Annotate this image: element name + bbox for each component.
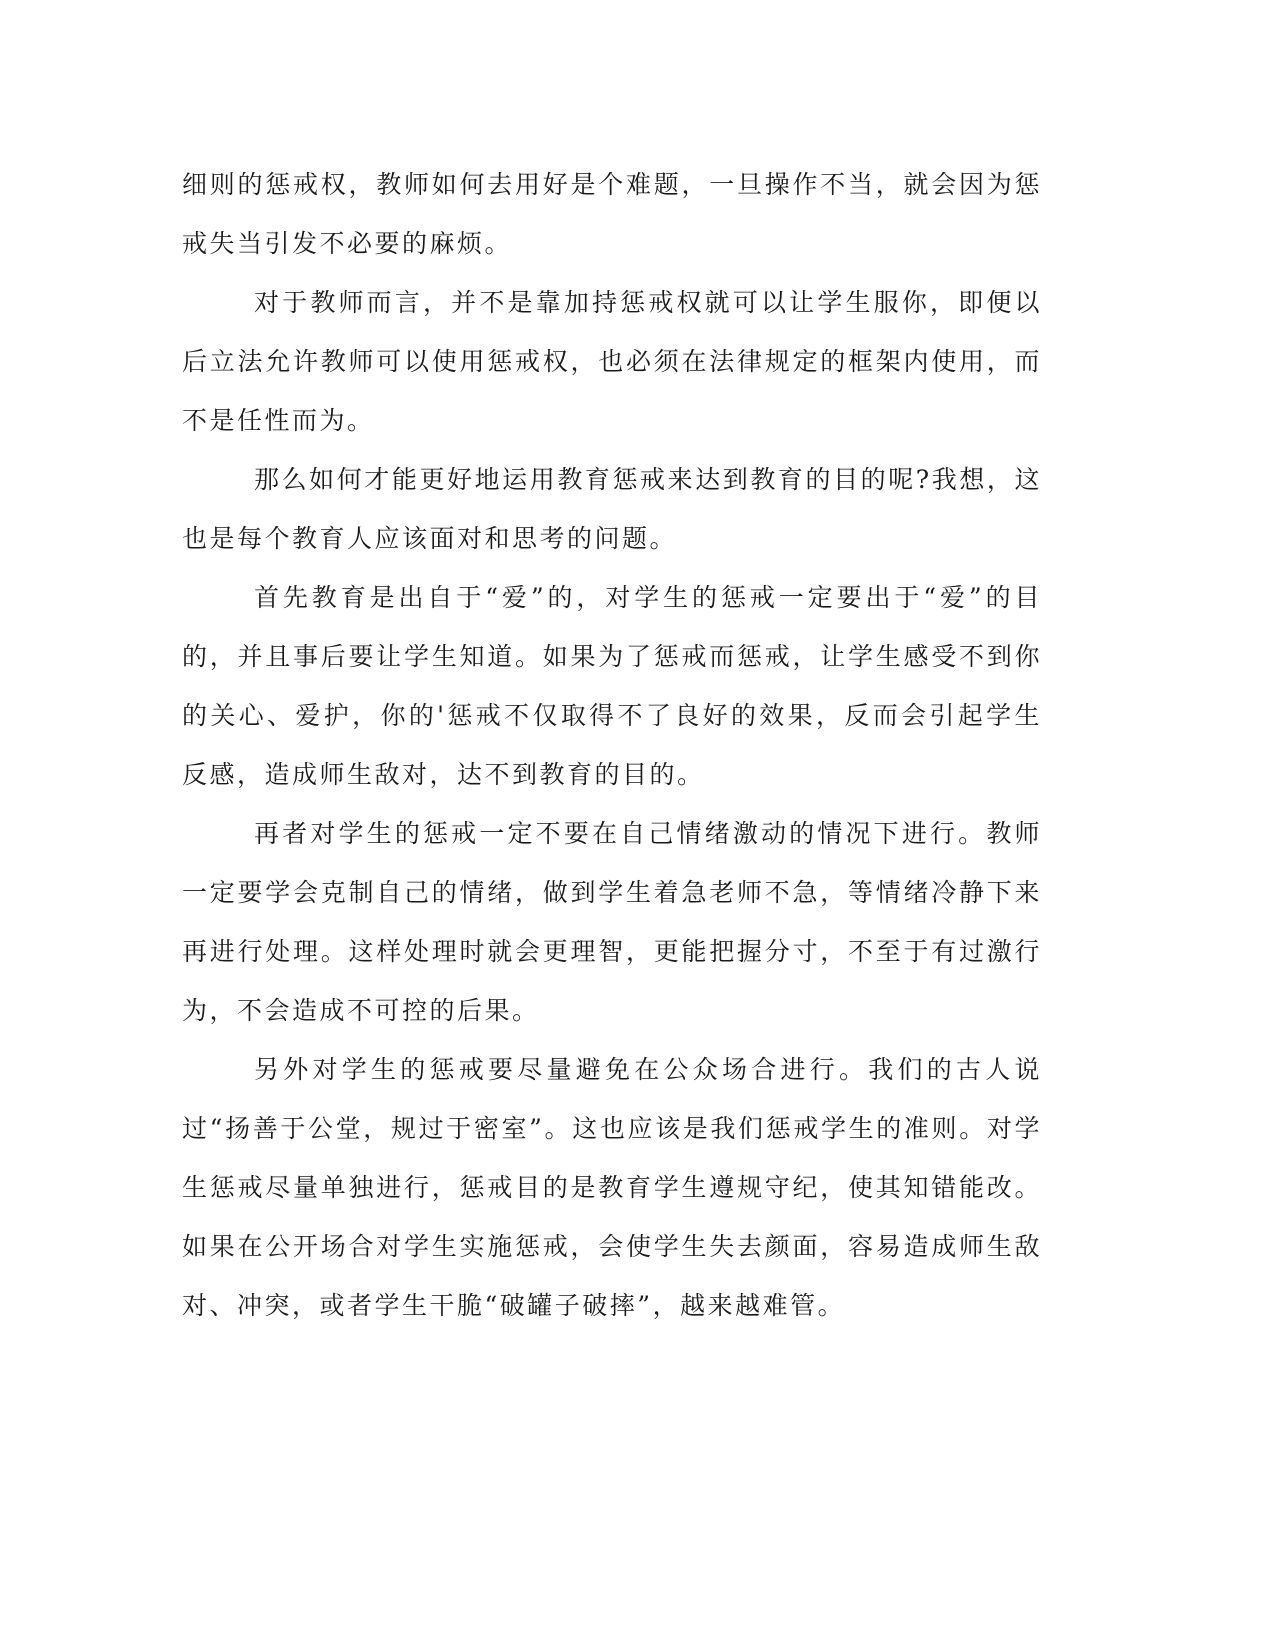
paragraph-6: 另外对学生的惩戒要尽量避免在公众场合进行。我们的古人说过“扬善于公堂，规过于密室”。这也应该是我们惩戒学生的准则。对学生惩戒尽量单独进行，惩戒目的是教育学生遵规守纪，使其知错能改。如果在公开场合对学生实施惩戒，会使学生失去颜面，容易造成师生敌对、冲突，或者学生干脆“破罐子破摔”，越来越难管。	[182, 1055, 1042, 1320]
paragraph-3: 那么如何才能更好地运用教育惩戒来达到教育的目的呢?我想，这也是每个教育人应该面对和思考的问题。	[182, 465, 1042, 553]
paragraph-2: 对于教师而言，并不是靠加持惩戒权就可以让学生服你，即便以后立法允许教师可以使用惩戒权，也必须在法律规定的框架内使用，而不是任性而为。	[182, 288, 1042, 435]
paragraph-5: 再者对学生的惩戒一定不要在自己情绪激动的情况下进行。教师一定要学会克制自己的情绪，做到学生着急老师不急，等情绪冷静下来再进行处理。这样处理时就会更理智，更能把握分寸，不至于有过激行为，不会造成不可控的后果。	[182, 819, 1042, 1025]
document-body	[182, 155, 1042, 1335]
paragraph-1: 细则的惩戒权，教师如何去用好是个难题，一旦操作不当，就会因为惩戒失当引发不必要的麻烦。	[182, 170, 1042, 258]
paragraph-4: 首先教育是出自于“爱”的，对学生的惩戒一定要出于“爱”的目的，并且事后要让学生知道。如果为了惩戒而惩戒，让学生感受不到你的关心、爱护，你的'惩戒不仅取得不了良好的效果，反而会引起学生反感，造成师生敌对，达不到教育的目的。	[182, 583, 1042, 789]
